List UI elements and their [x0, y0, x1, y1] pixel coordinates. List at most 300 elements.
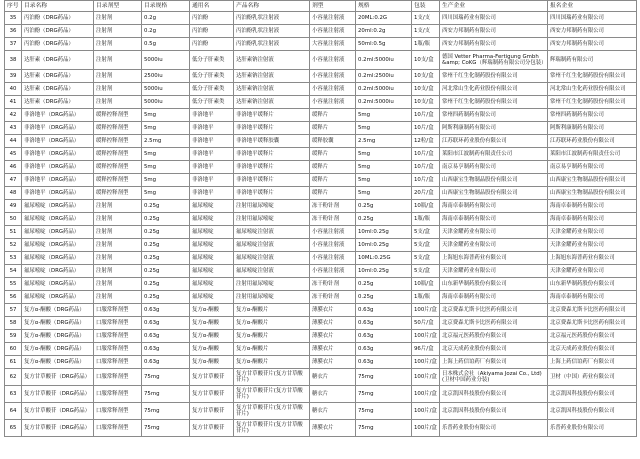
cell-index: 50 — [5, 213, 22, 226]
cell-product-name: 氟尿嘧啶注射液 — [234, 252, 310, 265]
cell-catalog-name: 复方α-酮酸（DRG药品） — [22, 330, 94, 343]
cell-spec: 20ML:0.2G — [356, 12, 412, 25]
cell-index: 47 — [5, 174, 22, 187]
cell-product-name: 复方α-酮酸片 — [234, 356, 310, 369]
table-row — [5, 343, 637, 356]
cell-applicant: 海南卓泰制药有限公司 — [548, 200, 637, 213]
cell-applicant: 阿斯利康制药有限公司 — [548, 122, 637, 135]
cell-catalog-name: 非洛地平（DRG药品） — [22, 161, 94, 174]
cell-catalog-name: 非洛地平（DRG药品） — [22, 135, 94, 148]
cell-product-name: 复方甘草酸苷片(复方甘草酸苷片) — [234, 369, 310, 386]
cell-index: 55 — [5, 278, 22, 291]
cell-manufacturer: 江苏联环药业股份有限公司 — [440, 135, 548, 148]
table-row — [5, 38, 637, 51]
cell-index: 53 — [5, 252, 22, 265]
cell-generic-name: 非洛地平 — [190, 174, 234, 187]
cell-catalog-form: 注射剂 — [94, 291, 142, 304]
cell-applicant: 西安力邦制药有限公司 — [548, 25, 637, 38]
cell-catalog-spec: 2500iu — [142, 70, 190, 83]
cell-index: 40 — [5, 83, 22, 96]
cell-generic-name: 低分子肝素类 — [190, 70, 234, 83]
cell-manufacturer: 天津金耀药业有限公司 — [440, 226, 548, 239]
cell-manufacturer: 德国 Vetter Pharma-Fertigung Gmbh &amp; CoKG（辉瑞制药有限公司分包装） — [440, 51, 548, 70]
cell-form: 薄膜衣片 — [310, 420, 356, 437]
table-row — [5, 25, 637, 38]
cell-catalog-form: 注射剂 — [94, 252, 142, 265]
cell-catalog-spec: 75mg — [142, 386, 190, 403]
cell-package: 50片/盒 — [412, 317, 440, 330]
cell-generic-name: 复方α-酮酸 — [190, 356, 234, 369]
cell-catalog-spec: 75mg — [142, 403, 190, 420]
table-row — [5, 239, 637, 252]
cell-catalog-form: 注射剂 — [94, 12, 142, 25]
cell-catalog-spec: 0.63g — [142, 343, 190, 356]
cell-catalog-form: 注射剂 — [94, 213, 142, 226]
cell-index: 42 — [5, 109, 22, 122]
cell-catalog-name: 复方α-酮酸（DRG药品） — [22, 317, 94, 330]
cell-catalog-name: 非洛地平（DRG药品） — [22, 122, 94, 135]
cell-catalog-spec: 5mg — [142, 174, 190, 187]
cell-generic-name: 氟尿嘧啶 — [190, 265, 234, 278]
cell-catalog-name: 氟尿嘧啶（DRG药品） — [22, 252, 94, 265]
cell-catalog-form: 缓释控释剂型 — [94, 161, 142, 174]
cell-index: 52 — [5, 239, 22, 252]
cell-spec: 0.2ml:5000iu — [356, 83, 412, 96]
cell-catalog-name: 复方α-酮酸（DRG药品） — [22, 356, 94, 369]
cell-catalog-form: 口服常释剂型 — [94, 420, 142, 437]
cell-catalog-form: 口服常释剂型 — [94, 304, 142, 317]
cell-package: 5支/盒 — [412, 252, 440, 265]
cell-product-name: 非洛地平缓释胶囊 — [234, 135, 310, 148]
cell-generic-name: 非洛地平 — [190, 135, 234, 148]
cell-product-name: 达肝素钠注射液 — [234, 51, 310, 70]
cell-product-name: 复方α-酮酸片 — [234, 343, 310, 356]
cell-applicant: 上海旭东海普药业有限公司 — [548, 252, 637, 265]
cell-package: 100片/盒 — [412, 369, 440, 386]
cell-generic-name: 复方甘草酸苷 — [190, 369, 234, 386]
document-table-page — [4, 0, 636, 459]
cell-catalog-form: 注射剂 — [94, 38, 142, 51]
cell-catalog-spec: 75mg — [142, 369, 190, 386]
table-row — [5, 386, 637, 403]
cell-applicant: 天津金耀药业有限公司 — [548, 265, 637, 278]
cell-package: 100片/盒 — [412, 330, 440, 343]
cell-applicant: 西安力邦制药有限公司 — [548, 38, 637, 51]
cell-index: 56 — [5, 291, 22, 304]
cell-manufacturer: 南京易亨制药有限公司 — [440, 161, 548, 174]
cell-catalog-form: 口服常释剂型 — [94, 403, 142, 420]
cell-manufacturer: 天津金耀药业有限公司 — [440, 239, 548, 252]
cell-index: 57 — [5, 304, 22, 317]
cell-manufacturer: 西安力邦制药有限公司 — [440, 38, 548, 51]
cell-package: 10片/盒 — [412, 122, 440, 135]
cell-manufacturer: 北京费森尤斯卡比医药有限公司 — [440, 317, 548, 330]
cell-package: 1支/支 — [412, 12, 440, 25]
cell-manufacturer: 常州千红生化制药股份有限公司 — [440, 96, 548, 109]
cell-catalog-spec: 0.63g — [142, 356, 190, 369]
cell-generic-name: 复方甘草酸苷 — [190, 403, 234, 420]
table-row — [5, 420, 637, 437]
cell-applicant: 江苏联环药业股份有限公司 — [548, 135, 637, 148]
cell-form: 大容量注射液 — [310, 38, 356, 51]
cell-catalog-spec: 5000iu — [142, 96, 190, 109]
cell-spec: 5mg — [356, 122, 412, 135]
cell-manufacturer: 天津金耀药业有限公司 — [440, 265, 548, 278]
cell-catalog-form: 缓释控释剂型 — [94, 135, 142, 148]
cell-catalog-form: 注射剂 — [94, 25, 142, 38]
cell-spec: 10ml:0.25g — [356, 239, 412, 252]
cell-manufacturer: 北京费森尤斯卡比医药有限公司 — [440, 304, 548, 317]
cell-product-name: 达肝素钠注射液 — [234, 70, 310, 83]
cell-manufacturer: 北京福元医药股份有限公司 — [440, 330, 548, 343]
cell-applicant: 山西康宝生物制品股份有限公司 — [548, 174, 637, 187]
cell-applicant: 北京费森尤斯卡比医药有限公司 — [548, 317, 637, 330]
cell-applicant: 北京凯因科技股份有限公司 — [548, 386, 637, 403]
header-form: 剂型 — [310, 1, 356, 12]
cell-product-name: 非洛地平缓释片 — [234, 174, 310, 187]
table-row — [5, 187, 637, 200]
cell-form: 冻干粉针剂 — [310, 213, 356, 226]
cell-product-name: 丙泊酚乳状注射液 — [234, 38, 310, 51]
header-applicant: 报名企业 — [548, 1, 637, 12]
cell-applicant: 山西康宝生物制品股份有限公司 — [548, 187, 637, 200]
cell-spec: 5mg — [356, 161, 412, 174]
table-row — [5, 291, 637, 304]
cell-package: 1支/支 — [412, 25, 440, 38]
cell-manufacturer: 上海旭东海普药业有限公司 — [440, 252, 548, 265]
cell-generic-name: 复方α-酮酸 — [190, 304, 234, 317]
cell-applicant: 莱阳市江波制药有限责任公司 — [548, 148, 637, 161]
cell-package: 10瓶/盒 — [412, 278, 440, 291]
cell-manufacturer: 日本株式会社（Akiyama Jozai Co., Ltd)(卫材中国药业分装) — [440, 369, 548, 386]
cell-catalog-name: 丙泊酚（DRG药品） — [22, 25, 94, 38]
header-product-name: 产品名称 — [234, 1, 310, 12]
cell-catalog-name: 达肝素（DRG药品） — [22, 83, 94, 96]
cell-package: 10片/盒 — [412, 148, 440, 161]
cell-spec: 0.63g — [356, 330, 412, 343]
cell-applicant: 南京易亨制药有限公司 — [548, 161, 637, 174]
table-row — [5, 96, 637, 109]
table-row — [5, 161, 637, 174]
cell-package: 5支/盒 — [412, 226, 440, 239]
cell-catalog-spec: 5mg — [142, 161, 190, 174]
cell-form: 薄膜衣片 — [310, 317, 356, 330]
cell-applicant: 北京天成药业股份有限公司 — [548, 343, 637, 356]
cell-catalog-form: 注射剂 — [94, 70, 142, 83]
cell-catalog-spec: 0.2g — [142, 25, 190, 38]
cell-manufacturer: 海南卓泰制药有限公司 — [440, 213, 548, 226]
cell-form: 小容量注射液 — [310, 226, 356, 239]
cell-catalog-name: 复方α-酮酸（DRG药品） — [22, 343, 94, 356]
cell-catalog-spec: 0.5g — [142, 38, 190, 51]
table-row — [5, 304, 637, 317]
cell-form: 缓释胶囊 — [310, 135, 356, 148]
cell-package: 100片/盒 — [412, 356, 440, 369]
cell-applicant: 常州千红生化制药股份有限公司 — [548, 70, 637, 83]
cell-catalog-name: 非洛地平（DRG药品） — [22, 148, 94, 161]
cell-catalog-spec: 0.25g — [142, 265, 190, 278]
cell-catalog-form: 口服常释剂型 — [94, 317, 142, 330]
cell-spec: 10ML:0.25G — [356, 252, 412, 265]
cell-manufacturer: 山西康宝生物制品股份有限公司 — [440, 187, 548, 200]
cell-form: 小容量注射液 — [310, 25, 356, 38]
cell-catalog-spec: 0.25g — [142, 226, 190, 239]
cell-index: 65 — [5, 420, 22, 437]
cell-applicant: 上海上药信谊药厂有限公司 — [548, 356, 637, 369]
header-index: 序号 — [5, 1, 22, 12]
cell-index: 51 — [5, 226, 22, 239]
header-package: 包装 — [412, 1, 440, 12]
cell-product-name: 注射用氟尿嘧啶 — [234, 200, 310, 213]
table-row — [5, 83, 637, 96]
cell-generic-name: 非洛地平 — [190, 187, 234, 200]
cell-spec: 0.25g — [356, 213, 412, 226]
cell-catalog-spec: 0.25g — [142, 213, 190, 226]
cell-product-name: 复方α-酮酸片 — [234, 304, 310, 317]
cell-manufacturer: 莱阳市江波制药有限责任公司 — [440, 148, 548, 161]
cell-catalog-form: 注射剂 — [94, 226, 142, 239]
cell-catalog-form: 缓释控释剂型 — [94, 174, 142, 187]
cell-applicant: 天津金耀药业有限公司 — [548, 226, 637, 239]
cell-spec: 20ml:0.2g — [356, 25, 412, 38]
cell-applicant: 北京费森尤斯卡比医药有限公司 — [548, 304, 637, 317]
cell-applicant: 卫材（中国）药业有限公司 — [548, 369, 637, 386]
table-row — [5, 148, 637, 161]
cell-form: 冻干粉针剂 — [310, 278, 356, 291]
cell-generic-name: 非洛地平 — [190, 109, 234, 122]
cell-form: 缓释片 — [310, 174, 356, 187]
cell-product-name: 复方甘草酸苷片(复方甘草酸苷片) — [234, 420, 310, 437]
cell-spec: 0.25g — [356, 200, 412, 213]
cell-catalog-name: 丙泊酚（DRG药品） — [22, 12, 94, 25]
cell-catalog-spec: 75mg — [142, 420, 190, 437]
cell-generic-name: 非洛地平 — [190, 122, 234, 135]
cell-applicant: 四川国瑞药业有限公司 — [548, 12, 637, 25]
cell-index: 45 — [5, 148, 22, 161]
cell-index: 63 — [5, 386, 22, 403]
cell-catalog-spec: 5000iu — [142, 51, 190, 70]
cell-spec: 0.63g — [356, 317, 412, 330]
cell-generic-name: 低分子肝素类 — [190, 83, 234, 96]
table-row — [5, 356, 637, 369]
table-row — [5, 200, 637, 213]
cell-spec: 5mg — [356, 148, 412, 161]
cell-catalog-form: 注射剂 — [94, 51, 142, 70]
cell-catalog-name: 氟尿嘧啶（DRG药品） — [22, 239, 94, 252]
cell-catalog-spec: 0.25g — [142, 252, 190, 265]
header-catalog-form: 目录剂型 — [94, 1, 142, 12]
cell-catalog-form: 缓释控释剂型 — [94, 148, 142, 161]
cell-spec: 0.63g — [356, 304, 412, 317]
cell-manufacturer: 上海上药信谊药厂有限公司 — [440, 356, 548, 369]
cell-catalog-name: 非洛地平（DRG药品） — [22, 109, 94, 122]
cell-catalog-form: 口服常释剂型 — [94, 356, 142, 369]
cell-catalog-name: 复方α-酮酸（DRG药品） — [22, 304, 94, 317]
cell-catalog-form: 缓释控释剂型 — [94, 109, 142, 122]
table-body — [5, 12, 637, 437]
cell-manufacturer: 阿斯利康制药有限公司 — [440, 122, 548, 135]
cell-product-name: 达肝素钠注射液 — [234, 83, 310, 96]
cell-generic-name: 非洛地平 — [190, 148, 234, 161]
cell-package: 100片/盒 — [412, 304, 440, 317]
cell-generic-name: 低分子肝素类 — [190, 96, 234, 109]
cell-generic-name: 氟尿嘧啶 — [190, 278, 234, 291]
cell-catalog-spec: 2.5mg — [142, 135, 190, 148]
cell-spec: 10ml:0.25g — [356, 226, 412, 239]
cell-catalog-form: 注射剂 — [94, 96, 142, 109]
cell-catalog-form: 口服常释剂型 — [94, 330, 142, 343]
cell-manufacturer: 常州千红生化制药股份有限公司 — [440, 70, 548, 83]
table-row — [5, 330, 637, 343]
cell-catalog-name: 氟尿嘧啶（DRG药品） — [22, 226, 94, 239]
cell-catalog-form: 注射剂 — [94, 278, 142, 291]
cell-generic-name: 氟尿嘧啶 — [190, 252, 234, 265]
cell-package: 1瓶/瓶 — [412, 38, 440, 51]
cell-product-name: 复方α-酮酸片 — [234, 330, 310, 343]
cell-package: 10片/盒 — [412, 109, 440, 122]
cell-index: 38 — [5, 51, 22, 70]
cell-product-name: 非洛地平缓释片 — [234, 161, 310, 174]
cell-spec: 5mg — [356, 187, 412, 200]
cell-form: 薄膜衣片 — [310, 330, 356, 343]
header-spec: 规格 — [356, 1, 412, 12]
table-row — [5, 51, 637, 70]
cell-index: 44 — [5, 135, 22, 148]
cell-product-name: 丙泊酚乳状注射液 — [234, 25, 310, 38]
cell-manufacturer: 四川国瑞药业有限公司 — [440, 12, 548, 25]
cell-catalog-form: 口服常释剂型 — [94, 343, 142, 356]
cell-catalog-name: 丙泊酚（DRG药品） — [22, 38, 94, 51]
cell-catalog-spec: 0.25g — [142, 278, 190, 291]
cell-catalog-spec: 5mg — [142, 187, 190, 200]
cell-product-name: 丙泊酚乳状注射液 — [234, 12, 310, 25]
cell-generic-name: 丙泊酚 — [190, 38, 234, 51]
cell-generic-name: 丙泊酚 — [190, 25, 234, 38]
cell-index: 60 — [5, 343, 22, 356]
cell-form: 小容量注射液 — [310, 51, 356, 70]
cell-applicant: 北京凯因科技股份有限公司 — [548, 403, 637, 420]
cell-package: 5支/盒 — [412, 239, 440, 252]
cell-index: 37 — [5, 38, 22, 51]
cell-package: 20片/盒 — [412, 187, 440, 200]
cell-catalog-spec: 5mg — [142, 148, 190, 161]
cell-catalog-form: 注射剂 — [94, 200, 142, 213]
cell-manufacturer: 山东新华制药股份有限公司 — [440, 278, 548, 291]
cell-catalog-name: 氟尿嘧啶（DRG药品） — [22, 278, 94, 291]
cell-package: 1瓶/瓶 — [412, 291, 440, 304]
cell-catalog-form: 口服常释剂型 — [94, 386, 142, 403]
cell-manufacturer: 常州四药制药有限公司 — [440, 109, 548, 122]
cell-form: 缓释片 — [310, 187, 356, 200]
cell-catalog-form: 口服常释剂型 — [94, 369, 142, 386]
cell-applicant: 北京福元医药股份有限公司 — [548, 330, 637, 343]
cell-form: 小容量注射液 — [310, 12, 356, 25]
cell-catalog-form: 注射剂 — [94, 83, 142, 96]
cell-catalog-spec: 0.25g — [142, 200, 190, 213]
cell-catalog-spec: 5mg — [142, 109, 190, 122]
cell-package: 10支/盒 — [412, 51, 440, 70]
cell-form: 冻干粉针剂 — [310, 291, 356, 304]
cell-form: 糖衣片 — [310, 403, 356, 420]
cell-form: 小容量注射液 — [310, 83, 356, 96]
cell-package: 10支/盒 — [412, 70, 440, 83]
cell-spec: 0.2ml:5000iu — [356, 96, 412, 109]
cell-catalog-name: 非洛地平（DRG药品） — [22, 174, 94, 187]
cell-applicant: 乐普药业股份有限公司 — [548, 420, 637, 437]
cell-manufacturer: 北京凯因科技股份有限公司 — [440, 386, 548, 403]
cell-package: 10片/盒 — [412, 161, 440, 174]
cell-product-name: 注射用氟尿嘧啶 — [234, 278, 310, 291]
cell-spec: 0.25g — [356, 291, 412, 304]
cell-applicant: 辉瑞制药有限公司 — [548, 51, 637, 70]
cell-catalog-name: 达肝素（DRG药品） — [22, 96, 94, 109]
header-generic-name: 通用名 — [190, 1, 234, 12]
cell-product-name: 氟尿嘧啶注射液 — [234, 239, 310, 252]
cell-package: 10支/盒 — [412, 96, 440, 109]
cell-product-name: 注射用氟尿嘧啶 — [234, 291, 310, 304]
cell-applicant: 常州四药制药有限公司 — [548, 109, 637, 122]
cell-index: 35 — [5, 12, 22, 25]
cell-generic-name: 复方α-酮酸 — [190, 330, 234, 343]
cell-generic-name: 氟尿嘧啶 — [190, 239, 234, 252]
cell-catalog-name: 复方甘草酸苷（DRG药品） — [22, 420, 94, 437]
cell-form: 糖衣片 — [310, 369, 356, 386]
cell-form: 小容量注射液 — [310, 239, 356, 252]
cell-spec: 0.2ml:2500iu — [356, 70, 412, 83]
cell-catalog-form: 注射剂 — [94, 265, 142, 278]
table-row — [5, 70, 637, 83]
table-row — [5, 213, 637, 226]
cell-form: 冻干粉针剂 — [310, 200, 356, 213]
cell-applicant: 海南卓泰制药有限公司 — [548, 213, 637, 226]
cell-generic-name: 复方α-酮酸 — [190, 317, 234, 330]
cell-catalog-spec: 0.63g — [142, 317, 190, 330]
cell-generic-name: 非洛地平 — [190, 161, 234, 174]
cell-generic-name: 氟尿嘧啶 — [190, 213, 234, 226]
cell-applicant: 山东新华制药股份有限公司 — [548, 278, 637, 291]
cell-applicant: 常州千红生化制药股份有限公司 — [548, 96, 637, 109]
cell-manufacturer: 海南卓泰制药有限公司 — [440, 200, 548, 213]
cell-catalog-name: 复方甘草酸苷（DRG药品） — [22, 386, 94, 403]
cell-catalog-spec: 0.25g — [142, 239, 190, 252]
cell-index: 36 — [5, 25, 22, 38]
cell-catalog-form: 缓释控释剂型 — [94, 122, 142, 135]
cell-product-name: 复方甘草酸苷片(复方甘草酸苷片) — [234, 386, 310, 403]
cell-product-name: 复方α-酮酸片 — [234, 317, 310, 330]
cell-form: 缓释片 — [310, 161, 356, 174]
cell-catalog-spec: 0.63g — [142, 304, 190, 317]
cell-package: 100片/盒 — [412, 386, 440, 403]
cell-catalog-spec: 0.63g — [142, 330, 190, 343]
cell-spec: 0.25g — [356, 278, 412, 291]
table-header-row — [5, 1, 637, 12]
table-row — [5, 135, 637, 148]
table-row — [5, 122, 637, 135]
cell-catalog-form: 注射剂 — [94, 239, 142, 252]
table-row — [5, 403, 637, 420]
table-row — [5, 12, 637, 25]
cell-catalog-spec: 0.25g — [142, 291, 190, 304]
cell-manufacturer: 河北常山生化药业股份有限公司 — [440, 83, 548, 96]
cell-manufacturer: 西安力邦制药有限公司 — [440, 25, 548, 38]
cell-index: 39 — [5, 70, 22, 83]
cell-package: 10瓶/盒 — [412, 200, 440, 213]
cell-package: 96片/盒 — [412, 343, 440, 356]
cell-index: 59 — [5, 330, 22, 343]
cell-package: 1瓶/瓶 — [412, 213, 440, 226]
table-row — [5, 252, 637, 265]
cell-form: 薄膜衣片 — [310, 304, 356, 317]
